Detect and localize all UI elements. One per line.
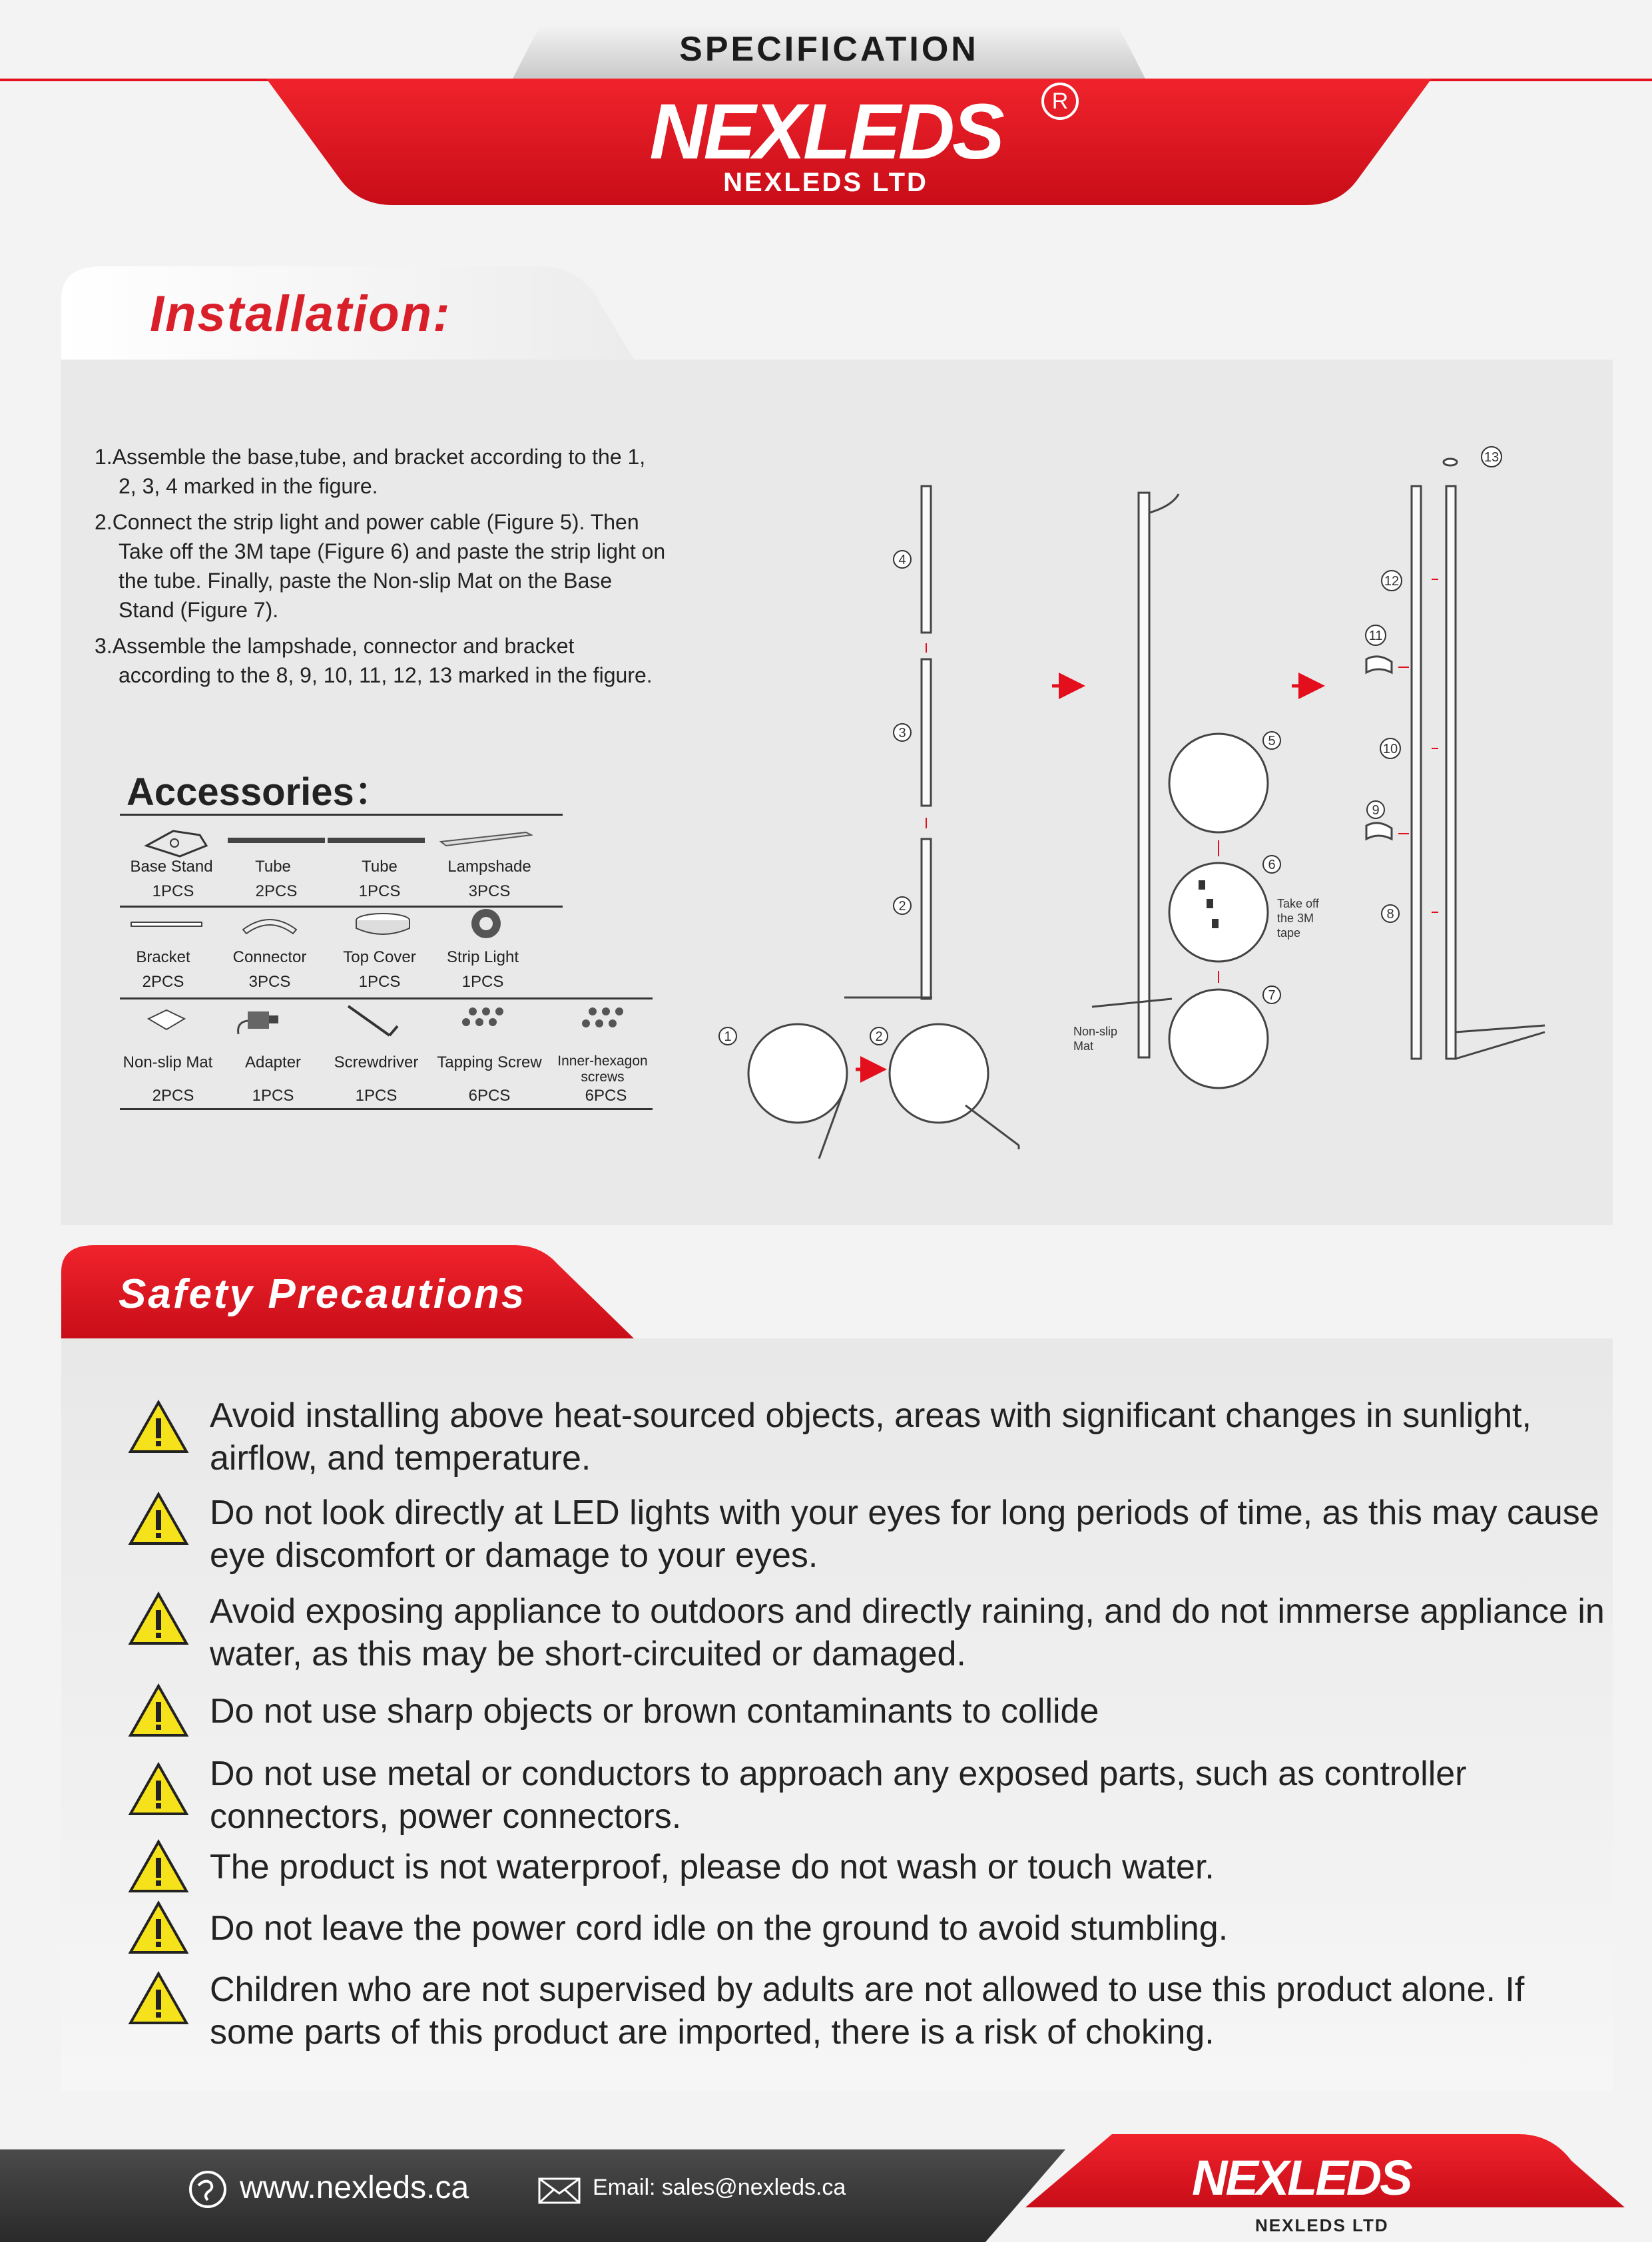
accessories-title: Accessories： — [127, 770, 393, 814]
acc-qty: 1PCS — [355, 1087, 398, 1105]
installation-title: Installation: — [150, 286, 451, 342]
email-icon — [538, 2177, 581, 2204]
diagram-number-8: 8 — [1386, 907, 1394, 922]
acc-qty: 2PCS — [152, 1087, 194, 1105]
warning-icon — [128, 1900, 189, 1955]
installation-steps — [95, 442, 667, 697]
bracket-icon — [130, 918, 203, 931]
safety-item-7: Do not leave the power cord idle on the ground to avoid stumbling. — [210, 1909, 1229, 1948]
footer-dark-band — [0, 2149, 1065, 2242]
acc-qty: 2PCS — [255, 882, 298, 900]
warning-icon — [128, 1492, 189, 1546]
warning-icon — [128, 1400, 189, 1454]
accessories-divider — [120, 814, 563, 816]
strip-light-icon — [466, 907, 506, 940]
warning-icon — [128, 1762, 189, 1817]
safety-item-3: Avoid exposing appliance to outdoors and directly raining, and do not immerse appliance in water, as this may be short-circuited or damaged. — [210, 1592, 1605, 1673]
registered-mark: R — [1041, 83, 1079, 120]
acc-name: Connector — [232, 948, 307, 966]
non-slip-mat-label: Non-slip Mat — [1073, 1025, 1118, 1053]
warning-icon — [128, 1839, 189, 1894]
acc-qty: 3PCS — [248, 973, 291, 991]
acc-name: Tapping Screw — [437, 1053, 542, 1071]
base-stand-icon — [133, 826, 226, 859]
globe-icon — [188, 2169, 228, 2209]
diagram-number-13: 13 — [1484, 450, 1500, 465]
acc-qty: 3PCS — [468, 882, 511, 900]
diagram-number-6: 6 — [1268, 858, 1276, 872]
warning-icon — [128, 1591, 189, 1646]
diagram-number-3: 3 — [898, 726, 906, 740]
acc-qty: 6PCS — [468, 1087, 511, 1105]
accessories-divider — [120, 997, 653, 999]
adapter-icon — [233, 1002, 286, 1039]
acc-name: Tube — [255, 858, 291, 876]
acc-name: Lampshade — [447, 858, 531, 876]
diagram-number-4: 4 — [898, 553, 906, 567]
assembly-diagram — [706, 433, 1598, 1179]
footer-logo: NEXLEDS — [1192, 2150, 1411, 2205]
lampshade-icon — [439, 828, 533, 848]
acc-qty: 1PCS — [252, 1087, 294, 1105]
tube-2pcs-icon — [226, 834, 326, 847]
diagram-number-11: 11 — [1368, 629, 1383, 643]
inner-hexagon-screws-icon — [573, 1002, 633, 1039]
diagram-number-2b: 2 — [875, 1029, 883, 1044]
tapping-screw-icon — [453, 1002, 513, 1039]
diagram-number-7: 7 — [1268, 988, 1276, 1003]
spec-title: SPECIFICATION — [679, 30, 979, 69]
footer-email-link[interactable]: Email: sales@nexleds.ca — [593, 2175, 846, 2200]
footer-website-link[interactable]: www.nexleds.ca — [240, 2170, 469, 2205]
acc-name: Inner-hexagon screws — [557, 1053, 648, 1085]
step-2: 2.Connect the strip light and power cable (Figure 5). Then Take off the 3M tape (Figure 6) and paste the strip light on the tube. Finally, paste the Non-slip Mat on the Base Stand (Figure 7). — [95, 510, 666, 622]
safety-item-5: Do not use metal or conductors to approach any exposed parts, such as controller connectors, power connectors. — [210, 1755, 1467, 1836]
acc-name: Non-slip Mat — [123, 1053, 213, 1071]
diagram-number-5: 5 — [1268, 734, 1276, 748]
acc-name: Strip Light — [446, 948, 519, 966]
acc-qty: 1PCS — [358, 882, 401, 900]
acc-name: Base Stand — [130, 858, 213, 876]
warning-icon — [128, 1971, 189, 2026]
acc-name: Top Cover — [343, 948, 416, 966]
accessories-divider — [120, 1108, 653, 1110]
acc-name: Tube — [362, 858, 398, 876]
acc-name: Screwdriver — [334, 1053, 419, 1071]
safety-item-2: Do not look directly at LED lights with your eyes for long periods of time, as this may cause eye discomfort or damage to your eyes. — [210, 1494, 1599, 1575]
acc-name: Adapter — [244, 1053, 302, 1071]
warning-icon — [128, 1683, 189, 1738]
connector-icon — [240, 910, 300, 936]
diagram-number-10: 10 — [1382, 742, 1398, 756]
step-1: 1.Assemble the base,tube, and bracket according to the 1, 2, 3, 4 marked in the figure. — [95, 445, 646, 498]
acc-qty: 1PCS — [358, 973, 401, 991]
screwdriver-icon — [343, 1002, 403, 1042]
brand-logo: NEXLEDS — [649, 88, 1002, 176]
acc-qty: 2PCS — [142, 973, 184, 991]
company-name: NEXLEDS LTD — [723, 168, 928, 197]
diagram-number-12: 12 — [1384, 574, 1400, 589]
acc-qty: 1PCS — [461, 973, 504, 991]
top-cover-icon — [353, 911, 413, 938]
step-3: 3.Assemble the lampshade, connector and bracket according to the 8, 9, 10, 11, 12, 13 marked in the figure. — [95, 634, 653, 687]
diagram-number-9: 9 — [1372, 803, 1380, 818]
safety-item-6: The product is not waterproof, please do not wash or touch water. — [210, 1848, 1215, 1886]
non-slip-mat-icon — [143, 1007, 190, 1033]
footer-company: NEXLEDS LTD — [1255, 2215, 1389, 2235]
safety-item-8: Children who are not supervised by adults are not allowed to use this product alone. If some parts of this product are imported, there is a risk of choking. — [210, 1970, 1525, 2052]
safety-item-4: Do not use sharp objects or brown contaminants to collide — [210, 1692, 1099, 1731]
safety-title: Safety Precautions — [119, 1271, 527, 1317]
safety-item-1: Avoid installing above heat-sourced objects, areas with significant changes in sunlight, airflow, and temperature. — [210, 1396, 1531, 1478]
diagram-number-2: 2 — [898, 899, 906, 914]
acc-name: Bracket — [136, 948, 190, 966]
take-off-3m-tape-label: Take off the 3M tape — [1277, 897, 1319, 940]
acc-qty: 6PCS — [585, 1087, 627, 1105]
diagram-number-1: 1 — [724, 1029, 732, 1044]
acc-qty: 1PCS — [152, 882, 194, 900]
tube-1pcs-icon — [326, 834, 426, 847]
